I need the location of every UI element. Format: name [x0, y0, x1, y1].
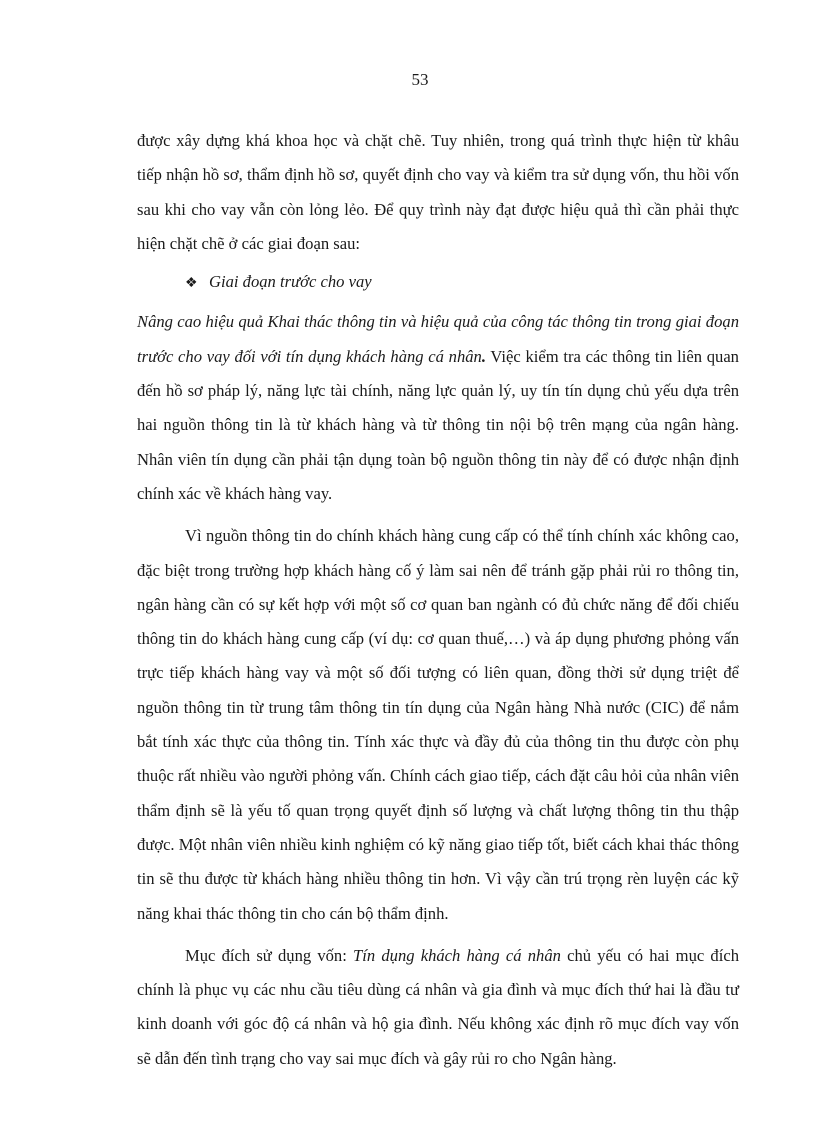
- paragraph-information-sources: Vì nguồn thông tin do chính khách hàng cung cấp có thể tính chính xác không cao, đặc biệt trong trường hợp khách hàng cố ý làm sai nên để tránh gặp phải rủi ro thông tin, ngân hàng cần có sự kết hợp với một số cơ quan ban ngành có đủ chức năng để đối chiếu thông tin do khách hàng cung cấp (ví dụ: cơ quan thuế,…) và áp dụng phương phỏng vấn trực tiếp khách hàng vay và một số đối tượng có liên quan, đồng thời sử dụng triệt để nguồn thông tin từ trung tâm thông tin tín dụng của Ngân hàng Nhà nước (CIC) để nắm bắt tính xác thực của thông tin. Tính xác thực và đầy đủ của thông tin thu được còn phụ thuộc rất nhiều vào người phỏng vấn. Chính cách giao tiếp, cách đặt câu hỏi của nhân viên thẩm định sẽ là yếu tố quan trọng quyết định số lượng và chất lượng thông tin thu thập được. Một nhân viên nhiều kinh nghiệm có kỹ năng giao tiếp tốt, biết cách khai thác thông tin sẽ thu được từ khách hàng nhiều thông tin hơn. Vì vậy cần trú trọng rèn luyện các kỹ năng khai thác thông tin cho cán bộ thẩm định.: [137, 526, 739, 923]
- loan-purpose-italic: Tín dụng khách hàng cá nhân: [353, 945, 561, 965]
- paragraph-info-gathering: [137, 305, 739, 511]
- lead-period: .: [481, 346, 487, 366]
- section-heading-text: Giai đoạn trước cho vay: [209, 272, 372, 292]
- paragraph-loan-purpose: [137, 939, 739, 1076]
- page-number: 53: [411, 70, 429, 89]
- diamond-bullet-icon: ❖: [185, 276, 198, 292]
- paragraph-info-gathering-rest: Việc kiểm tra các thông tin liên quan đến hồ sơ pháp lý, năng lực tài chính, năng lực quản lý, uy tín tín dụng chủ yếu dựa trên hai nguồn thông tin là từ khách hàng và từ thông tin nội bộ trên mạng của ngân hàng. Nhân viên tín dụng cần phải tận dụng toàn bộ nguồn thông tin này để có được nhận định chính xác về khách hàng vay.: [137, 346, 739, 503]
- section-heading: [137, 265, 739, 301]
- paragraph-intro: được xây dựng khá khoa học và chặt chẽ. Tuy nhiên, trong quá trình thực hiện từ khâu tiếp nhận hồ sơ, thẩm định hồ sơ, quyết định cho vay và kiểm tra sử dụng vốn, thu hồi vốn sau khi cho vay vẫn còn lỏng lẻo. Để quy trình này đạt được hiệu quả thì cần phải thực hiện chặt chẽ ở các giai đoạn sau:: [137, 131, 739, 253]
- loan-purpose-lead: Mục đích sử dụng vốn:: [185, 945, 354, 965]
- paragraph-info-gathering-lead: Nâng cao hiệu quả Khai thác thông tin và hiệu quả của công tác thông tin trong giai đoạn trước cho vay đối với tín dụng khách hàng cá nhân: [137, 312, 739, 366]
- loan-purpose-rest: chủ yếu có hai mục đích chính là phục vụ các nhu cầu tiêu dùng cá nhân và gia đình và mục đích thứ hai là đầu tư kinh doanh với góc độ cá nhân và hộ gia đình. Nếu không xác định rõ mục đích vay vốn sẽ dẫn đến tình trạng cho vay sai mục đích và gây rủi ro cho Ngân hàng.: [137, 945, 739, 1068]
- document-body: [137, 124, 739, 1076]
